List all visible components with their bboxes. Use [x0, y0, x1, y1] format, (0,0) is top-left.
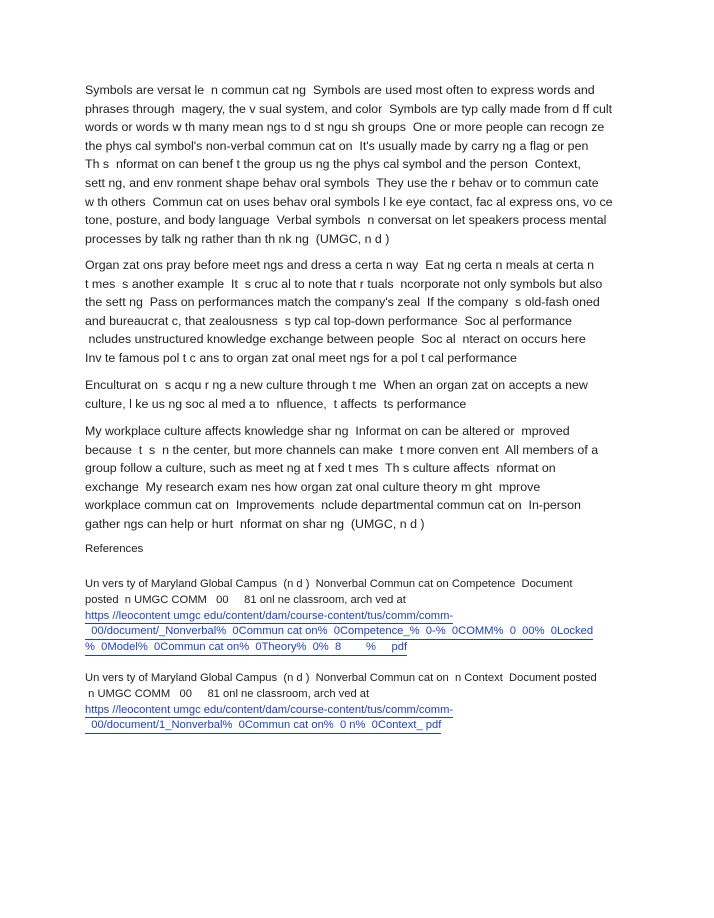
reference-text-line: posted n UMGC COMM 00 81 onl ne classroom, arch ved at — [85, 593, 406, 606]
reference-link[interactable]: 00/document/_Nonverbal% 0Commun cat on% 0Competence_% 0-% 0COMM% 0 00% 0Locked — [85, 624, 593, 640]
text-line: words or words w th many mean ngs to d st ngu sh groups One or more people can recogn ze — [85, 120, 605, 135]
text-line: sett ng, and env ronment shape behav oral symbols They use the r behav or to commun cate — [85, 175, 599, 190]
text-line: culture, l ke us ng soc al med a to nfluence, t affects ts performance — [85, 396, 467, 411]
text-line: workplace commun cat on Improvements nclude departmental commun cat on In-person — [85, 498, 581, 513]
text-line: My workplace culture affects knowledge shar ng Informat on can be altered or mproved — [85, 424, 570, 438]
reference-entry — [85, 671, 645, 734]
text-line: w th others Commun cat on uses behav oral symbols l ke eye contact, fac al express ons, vo ce — [85, 194, 613, 209]
reference-link-line[interactable] — [85, 718, 645, 734]
text-line: Organ zat ons pray before meet ngs and dress a certa n way Eat ng certa n meals at certa n — [85, 258, 594, 272]
text-line: because t s n the center, but more channels can make t more conven ent All members of a — [85, 442, 599, 457]
paragraph-symbols — [85, 81, 645, 248]
reference-text-line: Un vers ty of Maryland Global Campus (n d ) Nonverbal Commun cat on n Context Document posted — [85, 672, 597, 684]
text-line: Enculturat on s acqu r ng a new culture through t me When an organ zat on accepts a new — [85, 378, 588, 392]
reference-entry — [85, 577, 645, 656]
text-line: t mes s another example It s cruc al to note that r tuals ncorporate not only symbols but also — [85, 276, 603, 291]
text-line: Symbols are versat le n commun cat ng Symbols are used most often to express words and — [85, 83, 595, 97]
reference-link[interactable]: https //leocontent umgc edu/content/dam/course-content/tus/comm/comm- — [85, 609, 453, 625]
reference-link-line[interactable] — [85, 609, 645, 625]
text-line: processes by talk ng rather than th nk ng (UMGC, n d ) — [85, 231, 390, 246]
text-line: group follow a culture, such as meet ng at f xed t mes Th s culture affects nformat on — [85, 461, 556, 476]
reference-text-line: n UMGC COMM 00 81 onl ne classroom, arch ved at — [85, 687, 370, 700]
text-line: tone, posture, and body language Verbal symbols n conversat on let speakers process mental — [85, 213, 607, 228]
reference-link-line[interactable] — [85, 624, 645, 640]
reference-link-line[interactable] — [85, 703, 645, 719]
text-line: and bureaucrat c, that zealousness s typ cal top-down performance Soc al performance — [85, 313, 572, 328]
text-line: exchange My research exam nes how organ zat onal culture theory m ght mprove — [85, 479, 541, 494]
text-line: ncludes unstructured knowledge exchange between people Soc al nteract on occurs here — [85, 332, 586, 347]
reference-link[interactable]: 00/document/1_Nonverbal% 0Commun cat on% 0 n% 0Context_ pdf — [85, 718, 441, 734]
references-heading: References — [85, 543, 144, 555]
text-line: Inv te famous pol t c ans to organ zat onal meet ngs for a pol t cal performance — [85, 350, 517, 365]
reference-link-line[interactable] — [85, 640, 645, 656]
text-line: Th s nformat on can benef t the group us ng the phys cal symbol and the person Context, — [85, 157, 581, 172]
reference-link[interactable]: % 0Model% 0Commun cat on% 0Theory% 0% 8 % pdf — [85, 640, 407, 656]
reference-link[interactable]: https //leocontent umgc edu/content/dam/course-content/tus/comm/comm- — [85, 703, 453, 719]
paragraph-workplace-culture — [85, 422, 645, 534]
text-line: the sett ng Pass on performances match the company's zeal If the company s old-fash oned — [85, 295, 600, 310]
text-line: the phys cal symbol's non-verbal commun cat on It's usually made by carry ng a flag or pen — [85, 138, 589, 153]
text-line: gather ngs can help or hurt nformat on shar ng (UMGC, n d ) — [85, 516, 425, 531]
reference-text-line: Un vers ty of Maryland Global Campus (n d ) Nonverbal Commun cat on Competence Document — [85, 578, 573, 590]
paragraph-enculturation — [85, 376, 645, 413]
text-line: phrases through magery, the v sual system, and color Symbols are typ cally made from d ff cult — [85, 101, 613, 116]
paragraph-rituals — [85, 256, 645, 368]
